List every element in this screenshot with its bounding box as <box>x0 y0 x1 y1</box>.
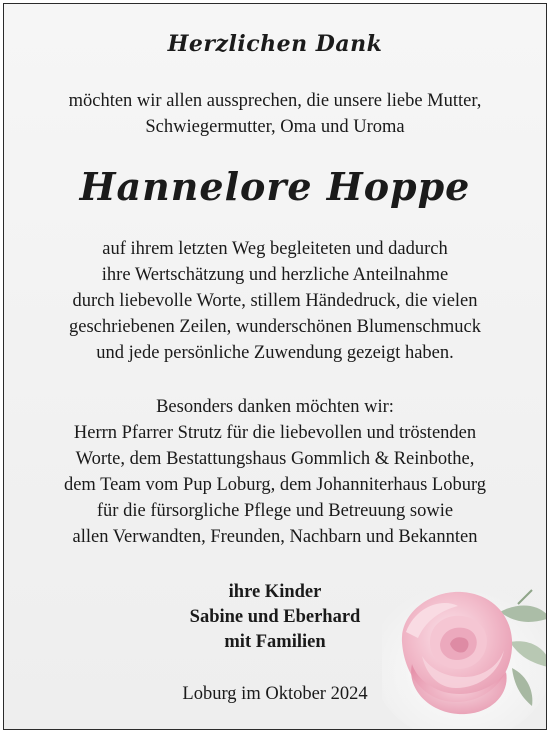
thanks-text <box>4 394 546 550</box>
thanks-line: für die fürsorgliche Pflege und Betreuung sowie <box>96 501 454 521</box>
signer-line: Sabine und Eberhard <box>189 607 361 627</box>
body-line: geschriebenen Zeilen, wunderschönen Blumenschmuck <box>68 317 481 337</box>
body-text <box>4 236 546 366</box>
intro-line: Schwiegermutter, Oma und Uroma <box>145 117 405 137</box>
thanks-line: Besonders danken möchten wir: <box>156 397 394 417</box>
heading: Herzlichen Dank <box>167 31 383 57</box>
obituary-card <box>3 3 547 730</box>
thanks-line: Herrn Pfarrer Strutz für die liebevollen und tröstenden <box>73 423 477 443</box>
body-line: ihre Wertschätzung und herzliche Anteilnahme <box>101 265 449 285</box>
body-line: und jede persönliche Zuwendung gezeigt haben. <box>96 343 454 363</box>
body-line: auf ihrem letzten Weg begleiteten und dadurch <box>102 239 448 259</box>
body-line: durch liebevolle Worte, stillem Händedruck, die vielen <box>72 291 478 311</box>
signer-line: mit Familien <box>224 632 326 652</box>
thanks-line: Worte, dem Bestattungshaus Gommlich & Reinbothe, <box>75 449 475 469</box>
thanks-line: dem Team vom Pup Loburg, dem Johanniterhaus Loburg <box>63 475 487 495</box>
deceased-name: Hannelore Hoppe <box>79 164 471 209</box>
place-date: Loburg im Oktober 2024 <box>182 684 368 704</box>
thanks-line: allen Verwandten, Freunden, Nachbarn und Bekannten <box>72 527 478 547</box>
signer-line: ihre Kinder <box>228 582 322 602</box>
intro-text <box>4 88 546 140</box>
intro-line: möchten wir allen aussprechen, die unsere liebe Mutter, <box>68 91 482 111</box>
pink-rose-icon <box>382 572 547 730</box>
